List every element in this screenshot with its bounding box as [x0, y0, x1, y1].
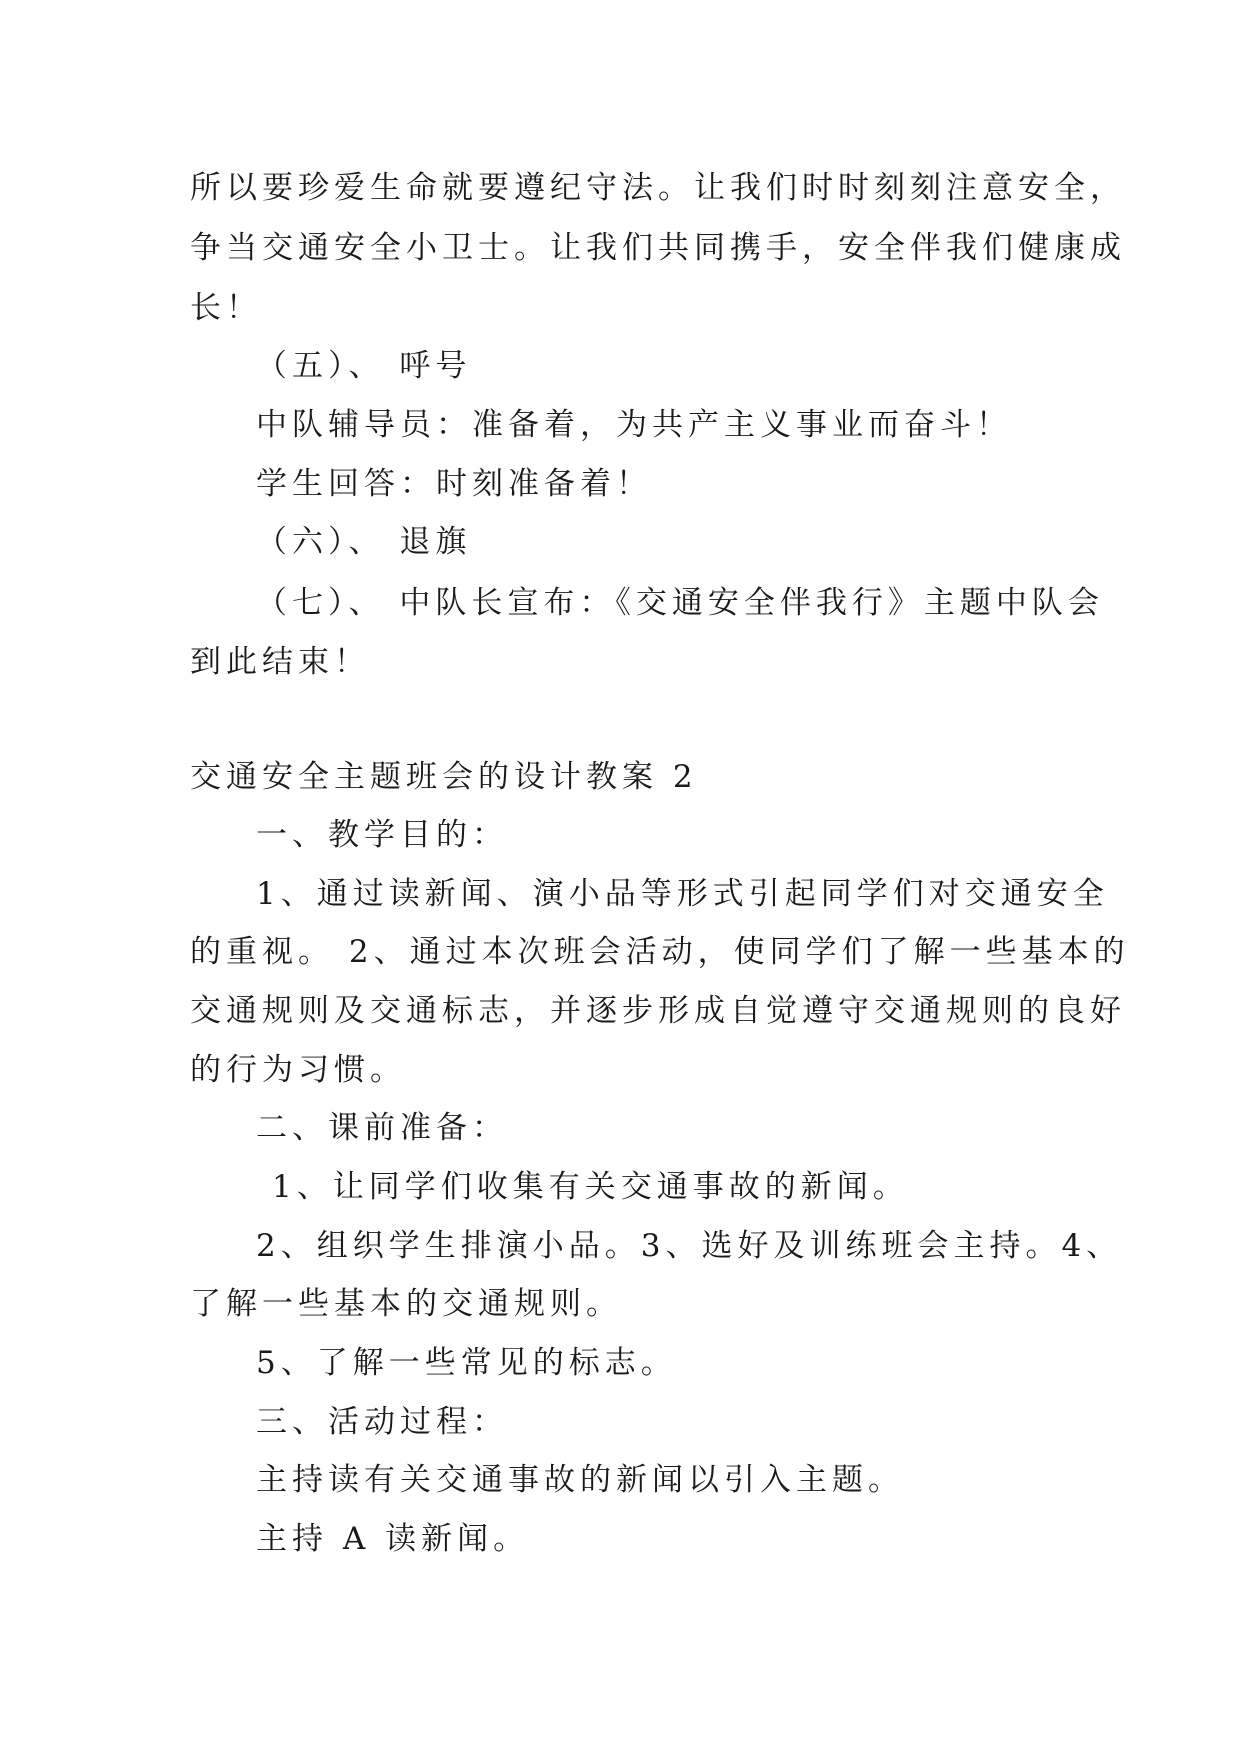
body-text-line: 主持 A 读新闻。: [256, 1521, 530, 1557]
body-text-line: 学生回答：时刻准备着！: [256, 466, 652, 502]
body-text-line: 主持读有关交通事故的新闻以引入主题。: [256, 1462, 904, 1498]
body-text-line: 1、通过读新闻、演小品等形式引起同学们对交通安全: [256, 876, 1109, 912]
body-text-line: 了解一些基本的交通规则。: [190, 1286, 622, 1322]
body-text-line: 的行为习惯。: [190, 1052, 406, 1088]
body-text-line: 到此结束！: [190, 644, 370, 680]
body-text-line: 2、组织学生排演小品。3、选好及训练班会主持。4、: [256, 1228, 1123, 1264]
body-text-line: （七）、 中队长宣布：《交通安全伴我行》主题中队会: [256, 585, 1104, 621]
body-text-line: 长！: [190, 290, 262, 326]
section-heading: （六）、 退旗: [256, 524, 472, 560]
section-heading: （五）、 呼号: [256, 348, 472, 384]
body-text-line: 的重视。 2、通过本次班会活动，使同学们了解一些基本的: [190, 934, 1130, 970]
body-text-line: 交通规则及交通标志，并逐步形成自觉遵守交通规则的良好: [190, 993, 1126, 1029]
body-text-line: 中队辅导员：准备着，为共产主义事业而奋斗！: [256, 407, 1012, 443]
body-text-line: 所以要珍爱生命就要遵纪守法。让我们时时刻刻注意安全，: [190, 170, 1126, 206]
body-text-line: 5、了解一些常见的标志。: [256, 1345, 677, 1381]
body-text-line: 争当交通安全小卫士。让我们共同携手，安全伴我们健康成: [190, 230, 1126, 266]
document-title: 交通安全主题班会的设计教案 2: [190, 759, 698, 795]
section-heading: 三、活动过程：: [256, 1404, 508, 1440]
body-text-line: 1、让同学们收集有关交通事故的新闻。: [272, 1169, 909, 1205]
section-heading: 一、教学目的：: [256, 817, 508, 853]
section-heading: 二、课前准备：: [256, 1110, 508, 1146]
